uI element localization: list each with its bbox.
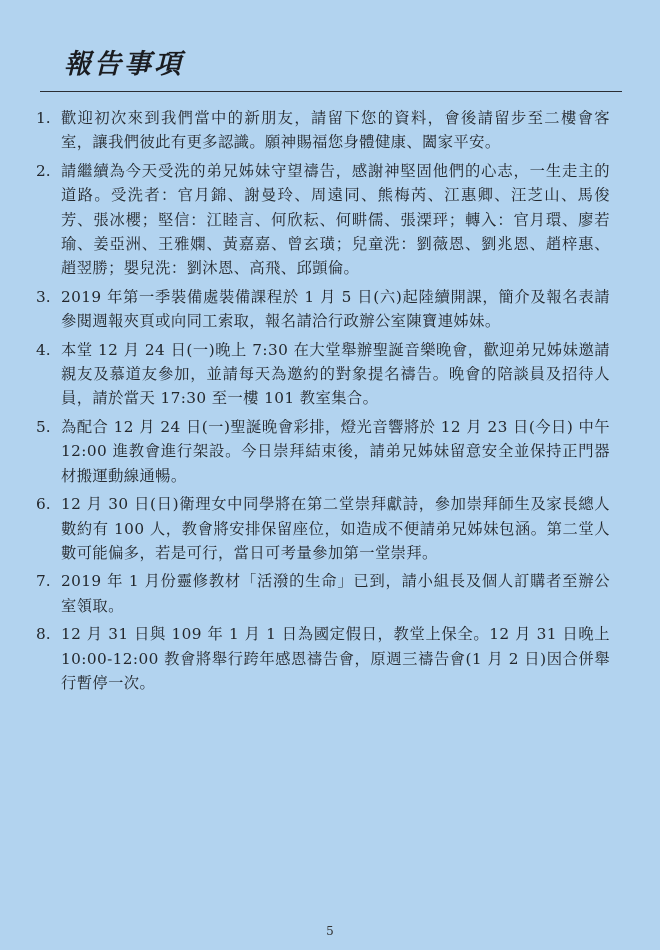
item-number: 1. [36,109,51,127]
item-text: 12 月 30 日(日)衛理女中同學將在第二堂崇拜獻詩，參加崇拜師生及家長總人數約有 100 人，教會將安排保留座位，如造成不便請弟兄姊妹包涵。第二堂人數可能偏多，若是可行，當日可考量參加第一堂崇拜。 [61,495,610,562]
announcement-item-5 [28,415,610,488]
item-number: 5. [36,417,51,436]
item-number: 6. [36,495,51,514]
announcement-item-1 [28,106,610,155]
item-number: 8. [36,625,51,644]
item-text: 2019 年第一季裝備處裝備課程於 1 月 5 日(六)起陸續開課，簡介及報名表請參閱週報夾頁或向同工索取，報名請洽行政辦公室陳寶連姊妹。 [61,287,610,331]
announcement-item-7 [28,569,610,618]
announcement-item-3 [28,285,610,334]
item-text: 為配合 12 月 24 日(一)聖誕晚會彩排，燈光音響將於 12 月 23 日(今日) 中午 12:00 進教會進行架設。今日崇拜結束後，請弟兄姊妹留意安全並保持正門器材搬運動線通暢。 [61,417,610,485]
title-divider [40,91,622,92]
item-text: 請繼續為今天受洗的弟兄姊妹守望禱告，感謝神堅固他們的心志，一生走主的道路。受洗者：官月錦、謝曼玲、周遠同、熊梅芮、江惠卿、汪芝山、馬俊芳、張冰櫻；堅信：江睦言、何欣耘、何畊儒、張溧玶；轉入：官月環、廖若瑜、姜亞洲、王雅嫻、黃嘉嘉、曾玄璜；兒童洗：劉薇恩、劉兆恩、趙梓惠、趙翌勝；嬰兒洗：劉沐恩、高飛、邱顗倫。 [61,161,610,278]
item-number: 7. [36,572,51,591]
announcement-list [28,106,610,699]
announcement-item-8 [28,622,610,695]
item-text: 2019 年 1 月份靈修教材「活潑的生命」已到，請小組長及個人訂購者至辦公室領取。 [61,572,610,615]
item-text: 歡迎初次來到我們當中的新朋友，請留下您的資料，會後請留步至二樓會客室，讓我們彼此有更多認識。願神賜福您身體健康、闔家平安。 [61,109,610,152]
item-number: 4. [36,340,51,359]
announcement-item-2 [28,159,610,281]
page-title: 報告事項 [64,49,184,80]
item-number: 3. [36,287,51,306]
announcement-item-6 [28,492,610,565]
item-number: 2. [36,161,51,180]
announcement-item-4 [28,338,610,411]
item-text: 12 月 31 日與 109 年 1 月 1 日為國定假日，教堂上保全。12 月 31 日晚上 10:00-12:00 教會將舉行跨年感恩禱告會，原週三禱告會(1 月 2 日)因合併舉行暫停一次。 [61,625,610,692]
item-text: 本堂 12 月 24 日(一)晚上 7:30 在大堂舉辦聖誕音樂晚會，歡迎弟兄姊妹邀請親友及慕道友參加，並請每天為邀約的對象提名禱告。晚會的陪談員及招待人員，請於當天 17:30 至一樓 101 教室集合。 [61,340,610,408]
page-number: 5 [326,924,334,938]
